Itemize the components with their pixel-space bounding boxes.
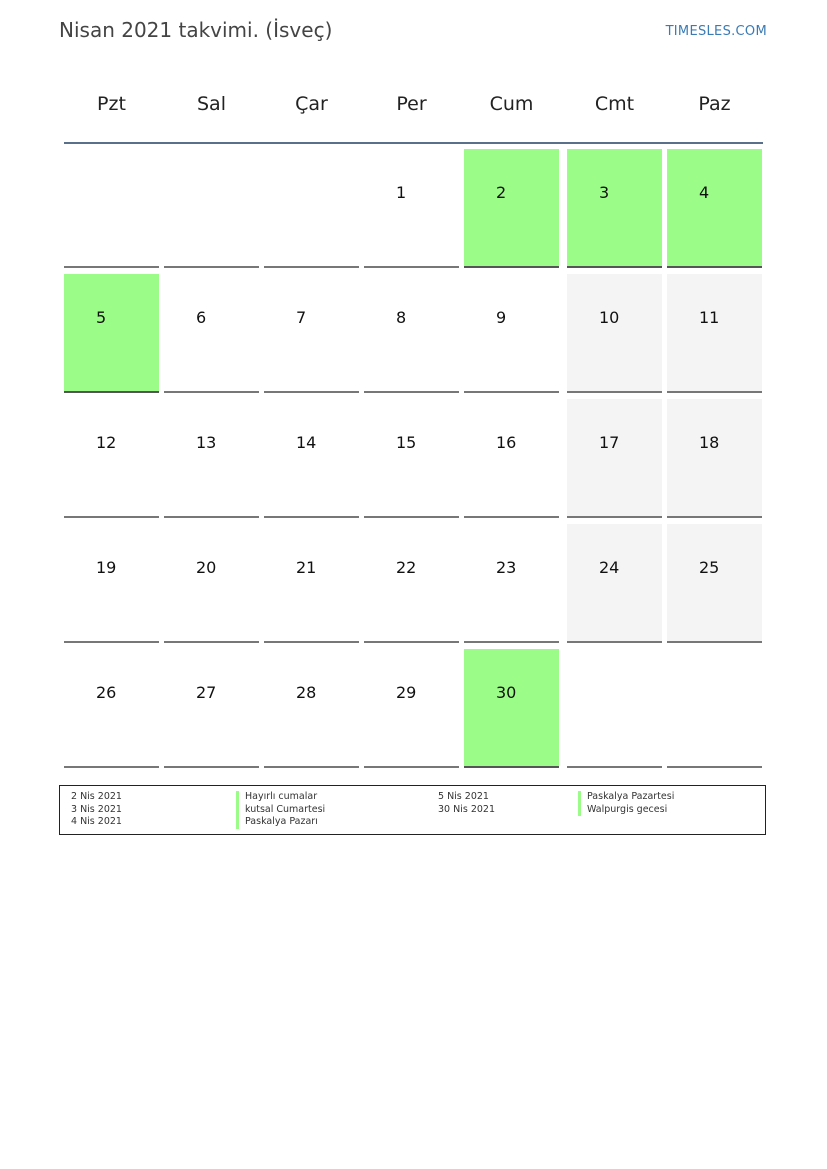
calendar-day-cell: [164, 274, 259, 393]
weekday-sun: Paz: [698, 93, 731, 115]
day-number: 7: [296, 308, 307, 327]
legend-dates-col-2: [438, 791, 495, 816]
day-number: 6: [196, 308, 207, 327]
calendar-day-cell: [567, 149, 662, 268]
header-rule: [64, 142, 763, 144]
calendar-day-cell: [364, 399, 459, 518]
day-number: 2: [496, 183, 507, 202]
calendar-day-cell: [567, 524, 662, 643]
weekday-sat: Cmt: [594, 93, 635, 115]
calendar-day-cell: [464, 399, 559, 518]
weekday-header: [64, 78, 763, 142]
brand-link[interactable]: TIMESLES.COM: [665, 24, 767, 39]
weekday-tue: Sal: [197, 93, 226, 115]
weekday-fri: Cum: [489, 93, 534, 115]
calendar-day-cell: [464, 649, 559, 768]
day-number: 25: [699, 558, 720, 577]
weekday-thu: Per: [396, 93, 427, 115]
legend-names-col-1: [236, 791, 325, 829]
legend-holiday-name: Hayırlı cumalar: [236, 791, 325, 804]
page-title: Nisan 2021 takvimi. (İsveç): [59, 18, 333, 42]
day-number: 16: [496, 433, 517, 452]
day-number: 8: [396, 308, 407, 327]
day-number: 14: [296, 433, 317, 452]
weekday-wed: Çar: [295, 93, 328, 115]
legend-date: 5 Nis 2021: [438, 791, 489, 802]
day-number: 22: [396, 558, 417, 577]
calendar-day-cell: [567, 274, 662, 393]
calendar-day-cell: [64, 524, 159, 643]
day-number: 29: [396, 683, 417, 702]
calendar-day-cell: [667, 274, 762, 393]
calendar-day-cell: [364, 524, 459, 643]
calendar-day-cell: [164, 649, 259, 768]
calendar-empty-cell: [567, 649, 662, 768]
legend-date: 3 Nis 2021: [71, 803, 122, 815]
weekday-mon: Pzt: [97, 93, 126, 115]
calendar-day-cell: [364, 149, 459, 268]
day-number: 15: [396, 433, 417, 452]
calendar-day-cell: [64, 399, 159, 518]
calendar-day-cell: [264, 274, 359, 393]
calendar-empty-cell: [667, 649, 762, 768]
day-number: 10: [599, 308, 620, 327]
day-number: 19: [96, 558, 117, 577]
legend-date: 4 Nis 2021: [71, 816, 122, 827]
calendar-day-cell: [464, 149, 559, 268]
legend-date: 30 Nis 2021: [438, 803, 495, 815]
day-number: 13: [196, 433, 217, 452]
calendar-day-cell: [364, 274, 459, 393]
day-number: 11: [699, 308, 720, 327]
day-number: 24: [599, 558, 620, 577]
legend-dates-col-1: [71, 791, 122, 829]
calendar-day-cell: [64, 649, 159, 768]
day-number: 30: [496, 683, 517, 702]
day-number: 27: [196, 683, 217, 702]
legend-holiday-name: Paskalya Pazarı: [236, 816, 325, 829]
calendar-day-cell: [667, 399, 762, 518]
day-number: 26: [96, 683, 117, 702]
day-number: 1: [396, 183, 407, 202]
calendar-empty-cell: [164, 149, 259, 268]
calendar-day-cell: [64, 274, 159, 393]
day-number: 3: [599, 183, 610, 202]
calendar-day-cell: [667, 149, 762, 268]
legend-holiday-name: Walpurgis gecesi: [578, 804, 674, 817]
calendar-day-cell: [464, 524, 559, 643]
calendar-empty-cell: [264, 149, 359, 268]
legend-holiday-name: Paskalya Pazartesi: [578, 791, 674, 804]
day-number: 5: [96, 308, 107, 327]
calendar-empty-cell: [64, 149, 159, 268]
legend-names-col-2: [578, 791, 674, 816]
calendar-day-cell: [264, 524, 359, 643]
calendar-day-cell: [464, 274, 559, 393]
day-number: 21: [296, 558, 317, 577]
day-number: 23: [496, 558, 517, 577]
calendar-day-cell: [164, 399, 259, 518]
day-number: 12: [96, 433, 117, 452]
day-number: 4: [699, 183, 710, 202]
calendar-day-cell: [264, 649, 359, 768]
calendar-grid: [64, 149, 763, 769]
calendar-day-cell: [567, 399, 662, 518]
calendar-day-cell: [164, 524, 259, 643]
day-number: 20: [196, 558, 217, 577]
holiday-legend: [59, 785, 766, 835]
calendar-day-cell: [667, 524, 762, 643]
day-number: 17: [599, 433, 620, 452]
day-number: 18: [699, 433, 720, 452]
legend-holiday-name: kutsal Cumartesi: [236, 804, 325, 817]
day-number: 9: [496, 308, 507, 327]
calendar-day-cell: [364, 649, 459, 768]
day-number: 28: [296, 683, 317, 702]
legend-date: 2 Nis 2021: [71, 791, 122, 802]
calendar-day-cell: [264, 399, 359, 518]
